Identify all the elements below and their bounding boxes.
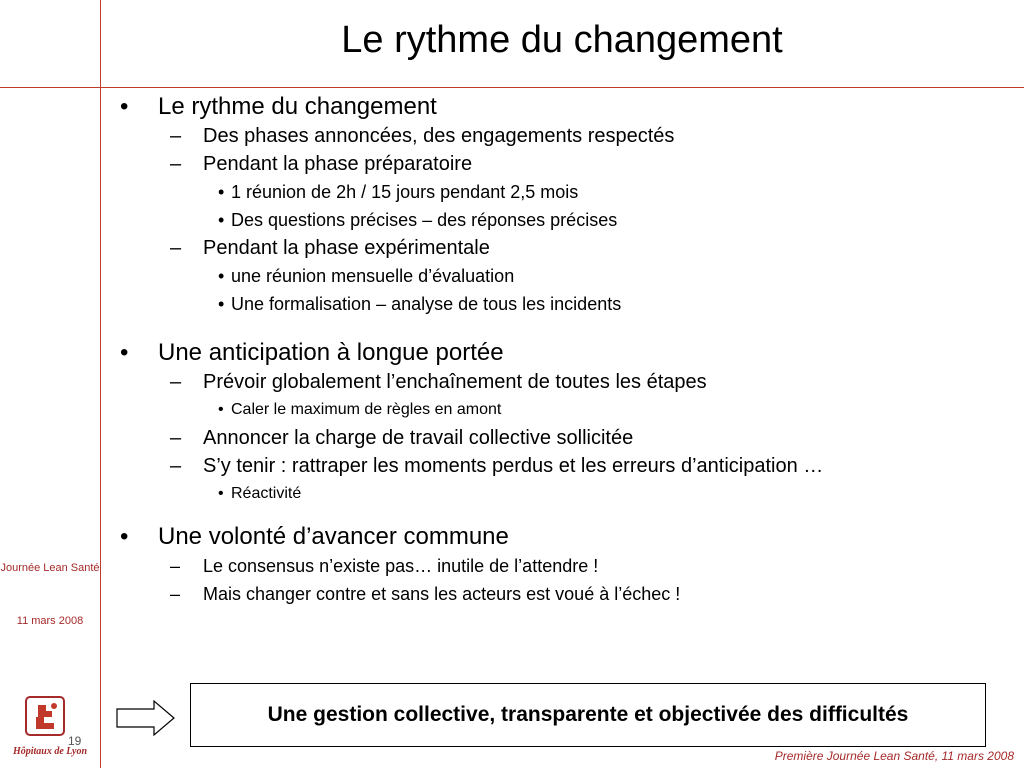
- bullet-marker: •: [218, 485, 224, 502]
- bullet-marker: •: [218, 266, 225, 286]
- footer-text: Première Journée Lean Santé, 11 mars 2008: [774, 749, 1014, 763]
- sub-bullet-text: Mais changer contre et sans les acteurs est voué à l’échec !: [203, 584, 681, 604]
- conclusion-text: Une gestion collective, transparente et objectivée des difficultés: [267, 703, 909, 726]
- sub-bullet-item: [118, 452, 1018, 480]
- title-underline: [0, 87, 1024, 88]
- sub-bullet-item: [118, 552, 1018, 580]
- vertical-divider: [100, 0, 101, 768]
- dash-marker: –: [170, 427, 182, 449]
- spacer: [118, 508, 1018, 522]
- sub-bullet-item: [118, 424, 1018, 452]
- logo-text: Hôpitaux de Lyon: [12, 746, 88, 757]
- bullet-marker: •: [120, 339, 129, 366]
- sub-sub-bullet-text: Réactivité: [231, 485, 302, 502]
- sub-bullet-text: Annoncer la charge de travail collective sollicitée: [203, 427, 634, 449]
- sub-sub-bullet-item: [118, 262, 1018, 290]
- sub-bullet-text: Pendant la phase préparatoire: [203, 153, 473, 175]
- dash-marker: –: [170, 125, 182, 147]
- page-number: 19: [68, 734, 82, 748]
- bullet-text: Une anticipation à longue portée: [158, 339, 504, 366]
- sub-bullet-item: [118, 234, 1018, 262]
- bullet-marker: •: [120, 93, 129, 120]
- sub-sub-bullet-item: [118, 290, 1018, 318]
- dash-marker: –: [170, 455, 182, 477]
- sub-bullet-text: Le consensus n’existe pas… inutile de l’attendre !: [203, 556, 599, 576]
- sidebar-date: 11 mars 2008: [16, 615, 84, 627]
- sub-sub-bullet-text: une réunion mensuelle d’évaluation: [231, 266, 515, 286]
- bullet-item: [118, 338, 1018, 368]
- sub-sub-bullet-text: Une formalisation – analyse de tous les incidents: [231, 294, 622, 314]
- sub-sub-bullet-item: [118, 396, 1018, 424]
- bullet-item: [118, 522, 1018, 552]
- bullet-item: [118, 92, 1018, 122]
- sub-sub-bullet-item: [118, 480, 1018, 508]
- bullet-text: Le rythme du changement: [158, 93, 437, 120]
- right-arrow-icon: [116, 699, 176, 737]
- slide-title: Le rythme du changement: [341, 19, 783, 61]
- sub-bullet-text: S’y tenir : rattraper les moments perdus et les erreurs d’anticipation …: [203, 455, 824, 477]
- bullet-list: [118, 92, 1018, 608]
- hospital-logo: [20, 695, 70, 737]
- dash-marker: –: [170, 153, 182, 175]
- bullet-marker: •: [218, 182, 225, 202]
- sub-bullet-item: [118, 150, 1018, 178]
- bullet-marker: •: [120, 523, 129, 550]
- sidebar-event: Journée Lean Santé: [0, 562, 100, 574]
- sub-bullet-item: [118, 580, 1018, 608]
- bullet-marker: •: [218, 401, 224, 418]
- sub-sub-bullet-item: [118, 178, 1018, 206]
- bullet-marker: •: [218, 294, 225, 314]
- sub-bullet-text: Prévoir globalement l’enchaînement de toutes les étapes: [203, 371, 707, 393]
- sub-bullet-item: [118, 368, 1018, 396]
- sub-bullet-text: Pendant la phase expérimentale: [203, 237, 490, 259]
- dash-marker: –: [170, 371, 182, 393]
- sub-sub-bullet-text: Des questions précises – des réponses précises: [231, 210, 618, 230]
- bullet-marker: •: [218, 210, 225, 230]
- sub-bullet-item: [118, 122, 1018, 150]
- sub-sub-bullet-text: 1 réunion de 2h / 15 jours pendant 2,5 mois: [231, 182, 579, 202]
- spacer: [118, 318, 1018, 338]
- sub-sub-bullet-item: [118, 206, 1018, 234]
- dash-marker: –: [170, 237, 182, 259]
- sub-bullet-text: Des phases annoncées, des engagements respectés: [203, 125, 675, 147]
- dash-marker: –: [170, 556, 181, 576]
- bullet-text: Une volonté d’avancer commune: [158, 523, 509, 550]
- sub-sub-bullet-text: Caler le maximum de règles en amont: [231, 401, 502, 418]
- dash-marker: –: [170, 584, 181, 604]
- conclusion-box: [190, 683, 986, 747]
